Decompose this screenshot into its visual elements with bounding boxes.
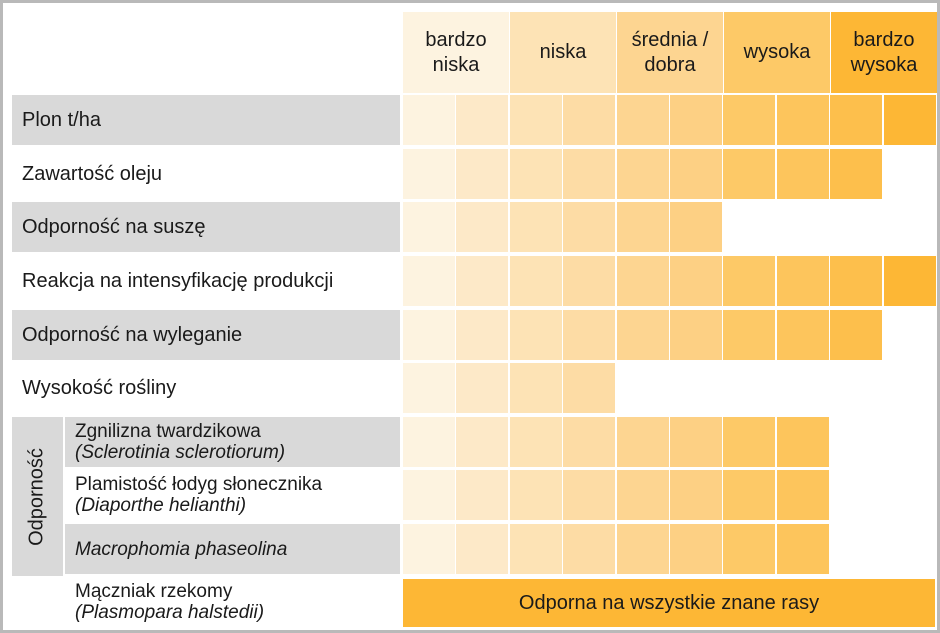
resistance-1-rating-segment (777, 470, 829, 520)
row-0-rating-segment (723, 95, 775, 145)
row-4-rating-segment (403, 310, 455, 360)
row-2-rating-segment (670, 202, 722, 252)
disease-name: Plamistość łodyg słonecznika (75, 474, 323, 495)
row-2-rating-segment (617, 202, 669, 252)
resistance-2-rating-segment (563, 524, 615, 574)
row-1-rating-segment (403, 149, 455, 199)
resistance-0-rating-segment (617, 417, 669, 467)
row-4-rating-segment (670, 310, 722, 360)
row-label: Odporność na wyleganie (12, 310, 400, 360)
column-header: wysoka (743, 41, 811, 63)
row-4-rating-segment (456, 310, 508, 360)
row-2-rating-segment (510, 202, 562, 252)
resistance-0-rating-segment (777, 417, 829, 467)
row-2-rating-segment (563, 202, 615, 252)
row-3-rating-segment (723, 256, 775, 306)
resistance-row-label (65, 417, 400, 467)
row-label: Plon t/ha (12, 95, 400, 145)
resistance-2-rating-segment (456, 524, 508, 574)
row-1-rating-segment (777, 149, 829, 199)
pathogen-latin-name: (Plasmopara halstedii) (75, 602, 265, 623)
row-3-rating-segment (777, 256, 829, 306)
row-4-rating-segment (563, 310, 615, 360)
row-5-rating-segment (510, 363, 562, 413)
row-0-rating-segment (510, 95, 562, 145)
resistance-1-rating-segment (456, 470, 508, 520)
resistance-1-rating-segment (510, 470, 562, 520)
resistance-2-rating-segment (617, 524, 669, 574)
resistant-all-races-band: Odporna na wszystkie znane rasy (403, 579, 935, 627)
row-4-rating-segment (617, 310, 669, 360)
row-1-rating-segment (830, 149, 882, 199)
row-label: Odporność na suszę (12, 202, 400, 252)
resistance-1-rating-segment (403, 470, 455, 520)
resistance-group-label: Odporność (25, 448, 48, 546)
resistance-row-label (65, 470, 400, 520)
resistance-row-label (65, 578, 400, 626)
column-header: bardzo niska (425, 28, 487, 76)
resistance-1-rating-segment (670, 470, 722, 520)
pathogen-latin-name: (Diaporthe helianthi) (75, 495, 247, 516)
row-3-rating-segment (510, 256, 562, 306)
row-2-rating-segment (456, 202, 508, 252)
row-3-rating-segment (884, 256, 936, 306)
row-0-rating-segment (830, 95, 882, 145)
row-2-rating-segment (403, 202, 455, 252)
row-1-rating-segment (723, 149, 775, 199)
resistance-2-rating-segment (670, 524, 722, 574)
resistance-2-rating-segment (403, 524, 455, 574)
row-0-rating-segment (617, 95, 669, 145)
disease-name: Mączniak rzekomy (75, 581, 233, 602)
resistance-1-rating-segment (617, 470, 669, 520)
row-4-rating-segment (510, 310, 562, 360)
row-0-rating-segment (403, 95, 455, 145)
row-3-rating-segment (456, 256, 508, 306)
row-4-rating-segment (777, 310, 829, 360)
row-3-rating-segment (617, 256, 669, 306)
row-5-rating-segment (563, 363, 615, 413)
resistance-0-rating-segment (456, 417, 508, 467)
row-3-rating-segment (403, 256, 455, 306)
row-0-rating-segment (456, 95, 508, 145)
row-5-rating-segment (403, 363, 455, 413)
row-0-rating-segment (563, 95, 615, 145)
row-3-rating-segment (830, 256, 882, 306)
resistance-0-rating-segment (403, 417, 455, 467)
row-1-rating-segment (456, 149, 508, 199)
resistance-2-rating-segment (777, 524, 829, 574)
row-0-rating-segment (670, 95, 722, 145)
resistance-0-rating-segment (563, 417, 615, 467)
column-header: średnia / dobra (631, 28, 709, 76)
row-label: Reakcja na intensyfikację produkcji (22, 269, 334, 292)
row-5-rating-segment (456, 363, 508, 413)
row-1-rating-segment (510, 149, 562, 199)
column-header: niska (539, 41, 587, 63)
resistance-2-rating-segment (723, 524, 775, 574)
column-header: bardzo wysoka (850, 28, 918, 76)
disease-name: Zgnilizna twardzikowa (75, 421, 261, 442)
row-label: Zawartość oleju (22, 162, 163, 185)
row-0-rating-segment (884, 95, 936, 145)
row-1-rating-segment (563, 149, 615, 199)
resistance-2-rating-segment (510, 524, 562, 574)
row-3-rating-segment (563, 256, 615, 306)
row-4-rating-segment (830, 310, 882, 360)
resistance-1-rating-segment (723, 470, 775, 520)
resistance-0-rating-segment (510, 417, 562, 467)
resistance-0-rating-segment (670, 417, 722, 467)
resistance-row-label (65, 524, 400, 574)
row-1-rating-segment (670, 149, 722, 199)
row-0-rating-segment (777, 95, 829, 145)
resistance-0-rating-segment (723, 417, 775, 467)
pathogen-latin-name: Macrophomia phaseolina (75, 538, 288, 560)
row-1-rating-segment (617, 149, 669, 199)
resistance-1-rating-segment (563, 470, 615, 520)
row-label: Wysokość rośliny (22, 376, 177, 399)
pathogen-latin-name: (Sclerotinia sclerotiorum) (75, 442, 286, 463)
row-3-rating-segment (670, 256, 722, 306)
row-4-rating-segment (723, 310, 775, 360)
